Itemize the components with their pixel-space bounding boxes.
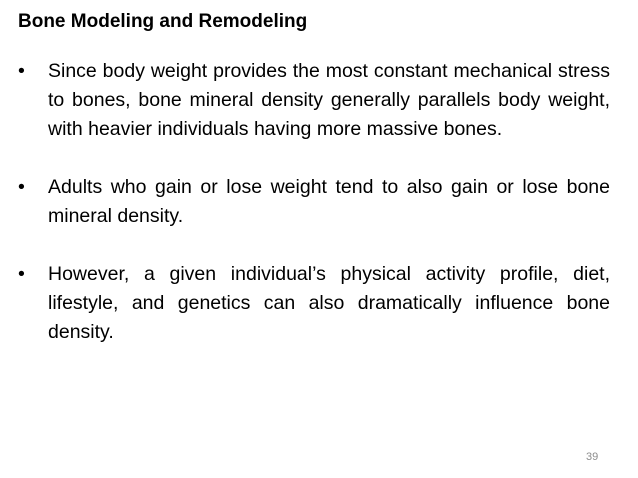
bullet-marker-icon: •	[18, 263, 25, 285]
slide-title: Bone Modeling and Remodeling	[18, 11, 308, 32]
bullet-item	[18, 260, 610, 347]
bullet-list	[18, 57, 610, 347]
bullet-item	[18, 173, 610, 231]
bullet-text: Adults who gain or lose weight tend to also gain or lose bone mineral density.	[48, 176, 610, 227]
bullet-text: However, a given individual’s physical activity profile, diet, lifestyle, and genetics can also dramatically influence bone density.	[48, 263, 610, 343]
bullet-text: Since body weight provides the most constant mechanical stress to bones, bone mineral density generally parallels body weight, with heavier individuals having more massive bones.	[48, 60, 610, 140]
page-number: 39	[586, 451, 599, 463]
bullet-marker-icon: •	[18, 176, 25, 198]
bullet-marker-icon: •	[18, 60, 25, 82]
bullet-item	[18, 57, 610, 144]
